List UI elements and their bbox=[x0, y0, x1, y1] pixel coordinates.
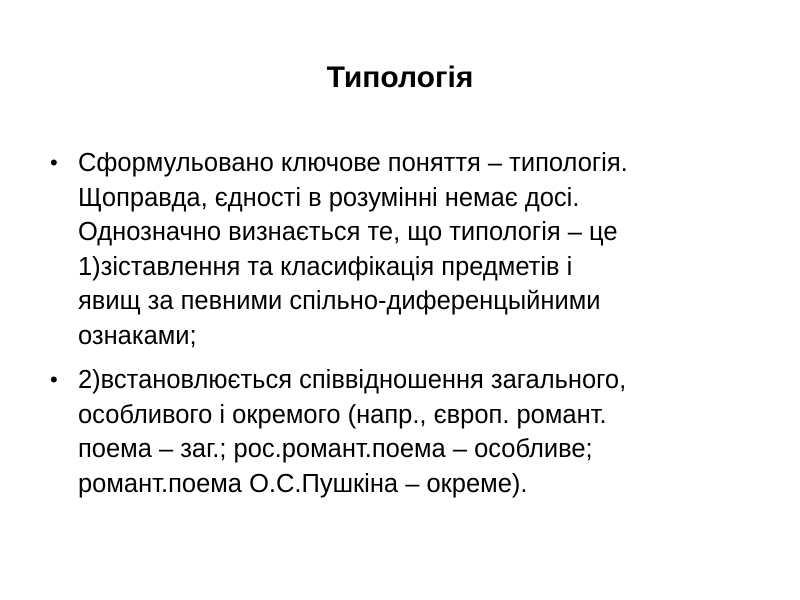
bullet-line: явищ за певними спільно-диференцыйними bbox=[78, 287, 601, 315]
bullet-line: 2)встановлюється співвідношення загального, bbox=[78, 366, 627, 394]
bullet-line: Однозначно визнається те, що типологія – це bbox=[78, 218, 618, 246]
bullet-line: ознаками; bbox=[78, 321, 197, 350]
bullet-line: 1)зіставлення та класифікація предметів і bbox=[78, 252, 573, 281]
bullet-line: поема – заг.; рос.романт.поема – особливе; bbox=[78, 435, 593, 463]
bullet-line: романт.поема О.С.Пушкіна – окреме). bbox=[78, 469, 528, 498]
bullet-line: Сформульовано ключове поняття – типологія. bbox=[78, 149, 628, 177]
slide-title: Типологія bbox=[326, 61, 474, 94]
bullet-line: особливого і окремого (напр., європ. романт. bbox=[78, 400, 607, 429]
bullet-dot: • bbox=[50, 150, 58, 175]
bullet-line: Щоправда, єдності в розумінні немає досі. bbox=[78, 183, 580, 212]
bullet-list bbox=[46, 146, 762, 511]
bullet-dot: • bbox=[50, 367, 58, 392]
bullet-item bbox=[46, 146, 762, 353]
bullet-item bbox=[46, 363, 762, 501]
